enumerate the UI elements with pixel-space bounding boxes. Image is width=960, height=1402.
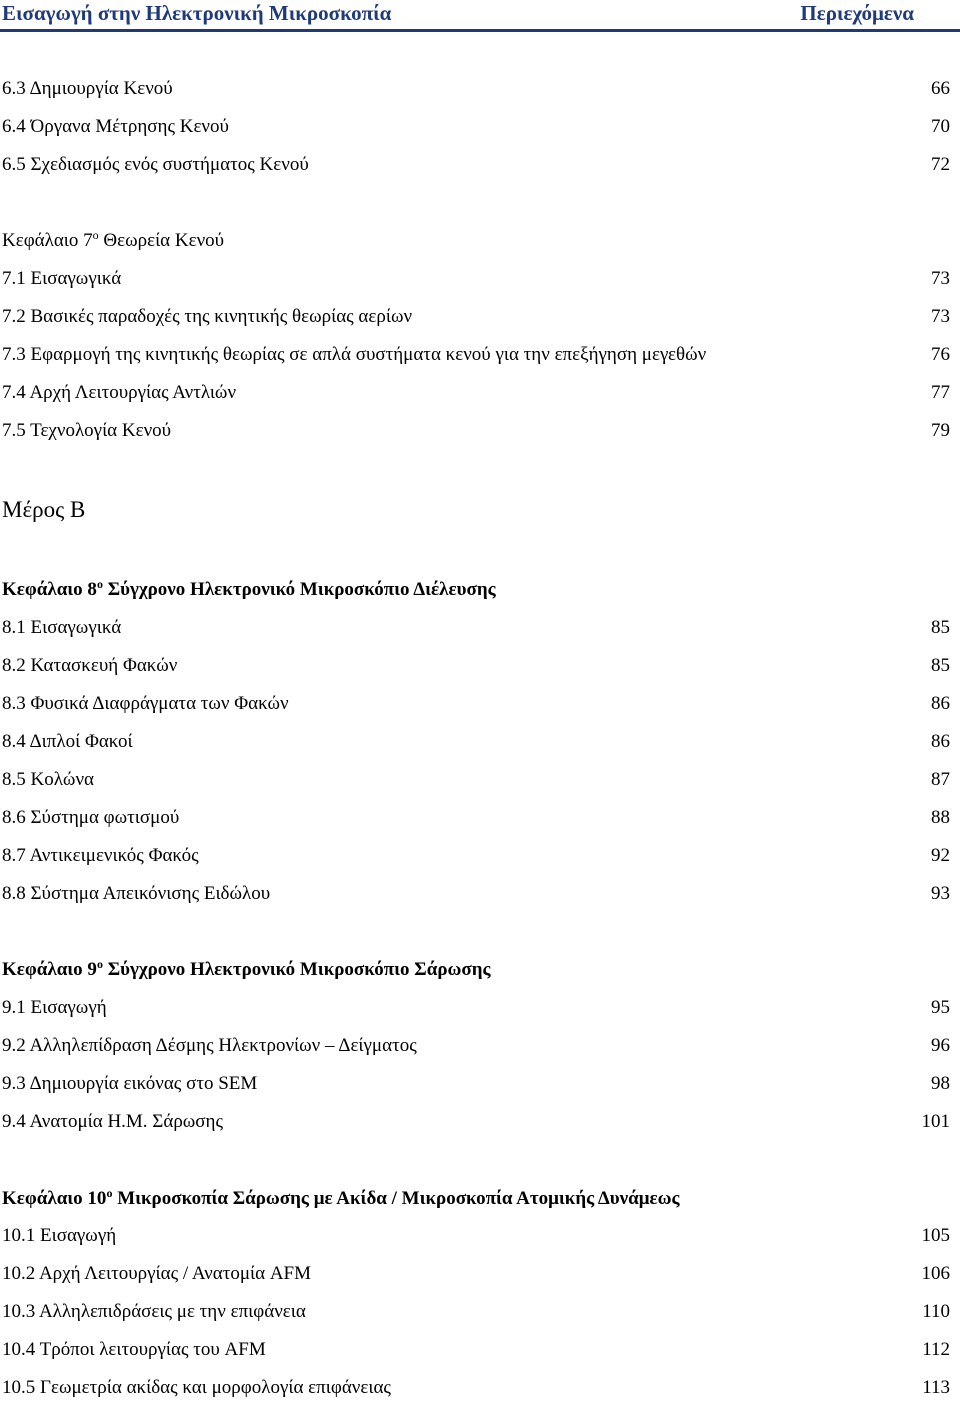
toc-entry[interactable] [2, 880, 950, 908]
toc-entry[interactable] [2, 652, 950, 680]
toc-entry-label: 8.7 Αντικειμενικός Φακός [2, 845, 199, 866]
toc-entry[interactable] [2, 690, 950, 718]
toc-entry-label: 8.5 Κολώνα [2, 769, 94, 790]
toc-entry[interactable] [2, 1298, 950, 1326]
toc-entry-page: 110 [922, 1301, 950, 1322]
toc-entry[interactable] [2, 113, 950, 141]
toc-entry-page: 105 [921, 1225, 950, 1246]
toc-entry-page: 95 [931, 997, 950, 1018]
toc-entry-label: 8.6 Σύστημα φωτισμού [2, 807, 180, 828]
toc-entry-page: 106 [921, 1263, 950, 1284]
chapter-heading[interactable] [2, 576, 496, 604]
chapter-prefix: Κεφάλαιο 10 [2, 1188, 107, 1209]
toc-entry[interactable] [2, 1374, 950, 1402]
toc-entry-page: 72 [931, 154, 950, 175]
chapter-heading[interactable] [2, 227, 224, 255]
toc-entry-label: 8.2 Κατασκευή Φακών [2, 655, 178, 676]
chapter-ordinal: ο [106, 1186, 113, 1200]
toc-entry-page: 93 [931, 883, 950, 904]
toc-entry-label: 10.1 Εισαγωγή [2, 1225, 117, 1246]
toc-entry-page: 79 [931, 420, 950, 441]
toc-entry-page: 73 [931, 268, 950, 289]
chapter-heading[interactable] [2, 1185, 680, 1213]
toc-entry-page: 77 [931, 382, 950, 403]
toc-entry-page: 92 [931, 845, 950, 866]
chapter-title: Μικροσκοπία Σάρωσης με Ακίδα / Μικροσκοπία Ατομικής Δυνάμεως [117, 1188, 680, 1209]
toc-entry[interactable] [2, 728, 950, 756]
header-title: Εισαγωγή στην Ηλεκτρονική Μικροσκοπία [2, 1, 392, 25]
toc-entry-page: 76 [931, 344, 950, 365]
toc-entry-page: 85 [931, 655, 950, 676]
toc-entry-page: 86 [931, 693, 950, 714]
toc-entry-label: 10.4 Τρόποι λειτουργίας του AFM [2, 1339, 266, 1360]
toc-entry-label: 9.2 Αλληλεπίδραση Δέσμης Ηλεκτρονίων – Δείγματος [2, 1035, 417, 1056]
header-section: Περιεχόμενα [800, 1, 914, 25]
toc-entry-page: 73 [931, 306, 950, 327]
toc-entry-label: 6.5 Σχεδιασμός ενός συστήματος Κενού [2, 154, 309, 175]
chapter-ordinal: ο [96, 957, 103, 971]
toc-entry[interactable] [2, 994, 950, 1022]
toc-entry-page: 113 [922, 1377, 950, 1398]
toc-entry-label: 8.1 Εισαγωγικά [2, 617, 122, 638]
toc-entry-page: 96 [931, 1035, 950, 1056]
chapter-title: Σύγχρονο Ηλεκτρονικό Μικροσκόπιο Διέλευσης [107, 579, 496, 600]
toc-entry-page: 85 [931, 617, 950, 638]
toc-entry-label: 7.5 Τεχνολογία Κενού [2, 420, 172, 441]
toc-entry-label: 7.2 Βασικές παραδοχές της κινητικής θεωρίας αερίων [2, 306, 413, 327]
toc-entry-page: 101 [921, 1111, 950, 1132]
toc-entry-label: 8.4 Διπλοί Φακοί [2, 731, 133, 752]
toc-entry[interactable] [2, 1032, 950, 1060]
toc-entry-label: 10.3 Αλληλεπιδράσεις με την επιφάνεια [2, 1301, 306, 1322]
chapter-prefix: Κεφάλαιο 8 [2, 579, 97, 600]
toc-entry-label: 6.4 Όργανα Μέτρησης Κενού [2, 116, 229, 137]
part-heading[interactable]: Μέρος Β [2, 497, 86, 522]
toc-entry[interactable] [2, 303, 950, 331]
toc-entry[interactable] [2, 766, 950, 794]
toc-entry-label: 9.3 Δημιουργία εικόνας στο SEM [2, 1073, 258, 1094]
chapter-prefix: Κεφάλαιο 7 [2, 230, 93, 251]
toc-entry[interactable] [2, 379, 950, 407]
toc-entry-label: 9.4 Ανατομία Η.Μ. Σάρωσης [2, 1111, 224, 1132]
chapter-ordinal: ο [96, 577, 103, 591]
toc-entry[interactable] [2, 1108, 950, 1136]
toc-entry-page: 66 [931, 78, 950, 99]
toc-entry-page: 70 [931, 116, 950, 137]
toc-entry-page: 112 [922, 1339, 950, 1360]
toc-entry-page: 87 [931, 769, 950, 790]
toc-entry[interactable] [2, 151, 950, 179]
toc-entry-label: 9.1 Εισαγωγή [2, 997, 107, 1018]
toc-entry[interactable] [2, 842, 950, 870]
toc-entry-label: 10.5 Γεωμετρία ακίδας και μορφολογία επιφάνειας [2, 1377, 391, 1398]
toc-entry-page: 98 [931, 1073, 950, 1094]
toc-entry[interactable] [2, 265, 950, 293]
toc-entry-label: 10.2 Αρχή Λειτουργίας / Ανατομία AFM [2, 1263, 312, 1284]
chapter-title: Θεωρεία Κενού [103, 230, 225, 251]
toc-entry[interactable] [2, 1222, 950, 1250]
toc-entry[interactable] [2, 1260, 950, 1288]
chapter-prefix: Κεφάλαιο 9 [2, 959, 97, 980]
toc-entry-label: 6.3 Δημιουργία Κενού [2, 78, 173, 99]
toc-entry[interactable] [2, 1336, 950, 1364]
toc-entry[interactable] [2, 614, 950, 642]
toc-entry[interactable] [2, 75, 950, 103]
toc-entry[interactable] [2, 341, 950, 369]
toc-entry-label: 8.3 Φυσικά Διαφράγματα των Φακών [2, 693, 289, 714]
chapter-ordinal: ο [92, 228, 99, 242]
toc-entry-label: 8.8 Σύστημα Απεικόνισης Ειδώλου [2, 883, 271, 904]
toc-entry-page: 86 [931, 731, 950, 752]
toc-entry-label: 7.4 Αρχή Λειτουργίας Αντλιών [2, 382, 237, 403]
toc-entry-label: 7.3 Εφαρμογή της κινητικής θεωρίας σε απλά συστήματα κενού για την επεξήγηση μεγεθών [2, 344, 707, 365]
toc-entry-page: 88 [931, 807, 950, 828]
chapter-heading[interactable] [2, 956, 491, 984]
toc-entry[interactable] [2, 1070, 950, 1098]
toc-entry[interactable] [2, 804, 950, 832]
toc-entry-label: 7.1 Εισαγωγικά [2, 268, 122, 289]
toc-entry[interactable] [2, 417, 950, 445]
chapter-title: Σύγχρονο Ηλεκτρονικό Μικροσκόπιο Σάρωσης [107, 959, 491, 980]
